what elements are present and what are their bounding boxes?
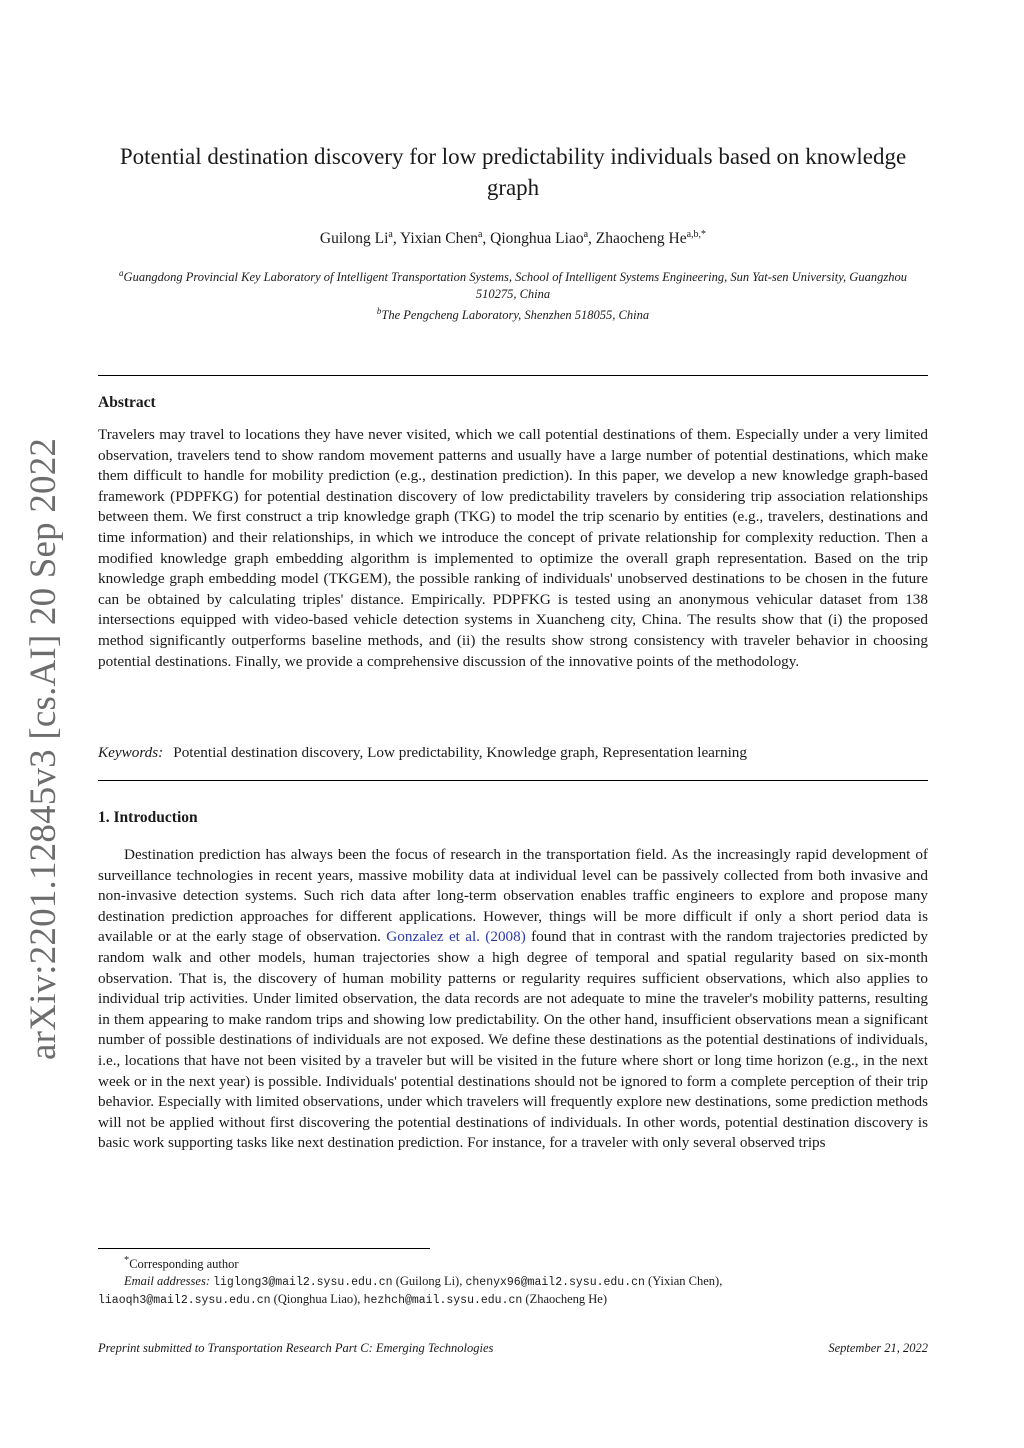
email-address[interactable]: hezhch@mail.sysu.edu.cn: [363, 1294, 523, 1308]
email-address[interactable]: liaoqh3@mail2.sysu.edu.cn: [98, 1294, 271, 1308]
author-affil-mark: a: [388, 229, 393, 240]
author-name: Guilong Li: [319, 230, 389, 248]
keywords-label: Keywords:: [98, 744, 164, 761]
email-owner: (Yixian Chen),: [648, 1274, 723, 1289]
footer-journal: Preprint submitted to Transportation Research Part C: Emerging Technologies: [98, 1341, 494, 1355]
email-footnote-continued: [98, 1291, 928, 1309]
abstract-text: Travelers may travel to locations they have never visited, which we call potential destinations of them. Especially under a very limited observation, travelers tend to show random movement patterns and usually have a large number of potential destinations, which make them difficult to handle for mobility prediction (e.g., destination prediction). In this paper, we develop a new knowledge graph-based framework (PDPFKG) for potential destination discovery of low predictability travelers by considering trip association relationships between them. We first construct a trip knowledge graph (TKG) to model the trip scenario by entities (e.g., travelers, destinations and time information) and their relationships, in which we introduce the concept of private relationship for complexity reduction. Then a modified knowledge graph embedding algorithm is implemented to optimize the overall graph representation. Based on the trip knowledge graph embedding model (TKGEM), the possible ranking of individuals' unobserved destinations to be chosen in the future can be obtained by calculating triples' distance. Empirically. PDPFKG is tested using an anonymous vehicular dataset from 138 intersections equipped with video-based vehicle detection systems in Xuancheng city, China. The results show that (i) the proposed method significantly outperforms baseline methods, and (ii) the results show strong consistency with traveler behavior in choosing potential destinations. Finally, we provide a comprehensive discussion of the innovative points of the methodology.: [98, 426, 928, 670]
corresponding-mark: *: [124, 1255, 130, 1266]
citation-year: 2008: [490, 928, 521, 946]
footnotes: [98, 1252, 928, 1309]
author-name: Qionghua Liao: [490, 230, 584, 248]
affiliations: [98, 265, 928, 324]
email-address[interactable]: chenyx96@mail2.sysu.edu.cn: [465, 1276, 645, 1290]
email-footnote: [98, 1273, 928, 1291]
abstract-top-rule: [98, 375, 928, 376]
author-name: Yixian Chen: [400, 230, 478, 248]
affiliation: [98, 265, 928, 303]
corresponding-footnote: [98, 1252, 928, 1273]
author-affil-mark: a: [583, 229, 589, 240]
abstract-heading: Abstract: [98, 394, 156, 411]
affiliation-mark: a: [119, 268, 124, 278]
introduction-heading: 1. Introduction: [98, 809, 198, 826]
citation-author: Gonzalez et al.: [386, 928, 480, 946]
footer-date: September 21, 2022: [828, 1341, 928, 1355]
email-label: Email addresses:: [124, 1274, 210, 1289]
affiliation-mark: b: [376, 306, 382, 317]
keywords-text: Potential destination discovery, Low predictability, Knowledge graph, Representation learning: [173, 744, 747, 761]
intro-text-part2: found that in contrast with the random trajectories predicted by random walk and other models, human trajectories show a high degree of temporal and spatial regularity based on six-month observation. That is, the discovery of human mobility patterns or regularity requires sufficient observations, which also applies to individual trip activities. Under limited observation, the data records are not adequate to mine the traveler's mobility patterns, resulting in them appearing to make random trips and showing low predictability. On the other hand, insufficient observations mean a significant number of possible destinations of individuals are not exposed. We define these destinations as the potential destinations of individuals, i.e., locations that have not been visited by a traveler but will be visited in the future where short or long time horizon (e.g., in the next week or in the next year) is possible. Individuals' potential destinations should not be ignored to form a complete perception of their trip behavior. Especially with limited observations, under which travelers will frequently explore new destinations, some prediction methods will not be applied without first discovering the potential destinations of individuals. In other words, potential destination discovery is basic work supporting tasks like next destination prediction. For instance, for a traveler with only several observed trips: [98, 928, 929, 1152]
email-address[interactable]: liglong3@mail2.sysu.edu.cn: [213, 1276, 393, 1290]
paper-title: Potential destination discovery for low predictability individuals based on knowledge graph: [119, 144, 907, 200]
citation-link[interactable]: Gonzalez et al. (2008): [386, 928, 526, 946]
email-owner: (Zhaocheng He): [525, 1292, 607, 1307]
affiliation-text: The Pengcheng Laboratory, Shenzhen 518055, China: [381, 308, 650, 323]
author-name: Zhaocheng He: [595, 230, 687, 248]
affiliation: [98, 303, 928, 324]
author-affil-mark: a,b,*: [686, 229, 707, 240]
keywords: [98, 744, 928, 762]
affiliation-text: Guangdong Provincial Key Laboratory of Intelligent Transportation Systems, School of Intelligent Systems Engineering, Sun Yat-sen University, Guangzhou 510275, China: [123, 270, 907, 302]
email-owner: (Guilong Li),: [395, 1274, 463, 1289]
introduction-paragraph: [98, 845, 928, 1154]
arxiv-identifier: arXiv:2201.12845v3 [cs.AI] 20 Sep 2022: [23, 437, 64, 1060]
author-affil-mark: a: [477, 229, 483, 240]
email-owner: (Qionghua Liao),: [273, 1292, 361, 1307]
intro-text-part1: Destination prediction has always been the focus of research in the transportation field. As the increasingly rapid development of surveillance technologies in recent years, massive mobility data at individual level can be passively collected from both invasive and non-invasive detection systems. Such rich data after long-term observation enables traffic engineers to explore and propose many destination prediction approaches for different applications. However, things will be more difficult if only a short period data is available or at the early stage of observation.: [98, 846, 928, 946]
abstract-bottom-rule: [98, 780, 928, 781]
author-list: Guilong Li$^a$, Yixian Chen$^a$, Qionghua Liao$^a$, Zhaocheng $He^{a,b,*}$: [319, 229, 707, 248]
corresponding-text: Corresponding author: [129, 1257, 239, 1272]
footnote-rule: [98, 1248, 430, 1249]
